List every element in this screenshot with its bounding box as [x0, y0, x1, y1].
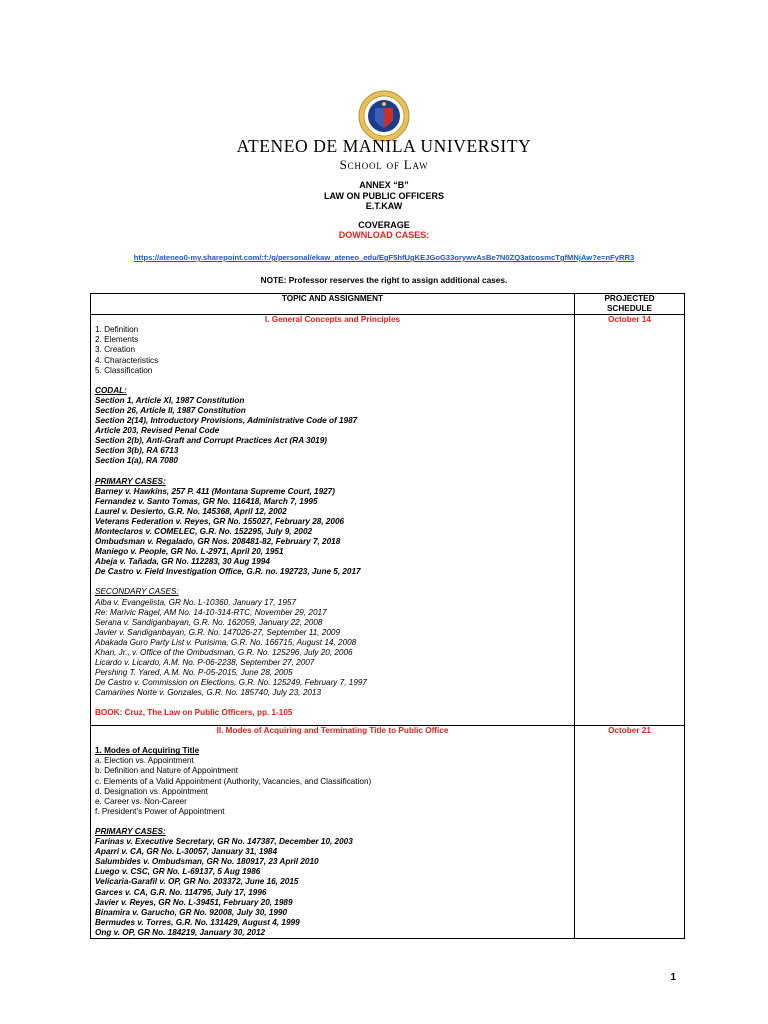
case-item: Ong v. OP, GR No. 184219, January 30, 2012	[95, 927, 266, 937]
primary-cases-list-2	[95, 837, 570, 938]
primary-cases-label: PRIMARY CASES:	[95, 476, 166, 486]
case-item: Abeja v. Tañada, GR No. 112283, 30 Aug 1994	[95, 557, 270, 567]
list-item: 3. Creation	[95, 345, 136, 355]
case-item: Khan, Jr., v. Office of the Ombudsman, G.R. No. 125296, July 20, 2006	[95, 648, 353, 657]
case-item: Licardo v. Licardo, A.M. No. P-06-2238, September 27, 2007	[95, 658, 315, 668]
case-item: Re: Marivic Ragel, AM No. 14-10-314-RTC, November 29, 2017	[95, 607, 327, 617]
case-item: Binamira v. Garucho, GR No. 92008, July 30, 1990	[95, 907, 288, 917]
case-item: Farinas v. Executive Secretary, GR No. 147387, December 10, 2003	[95, 837, 353, 847]
case-item: Pershing T. Yared, A.M. No. P-05-2015, June 28, 2005	[95, 668, 293, 678]
school-name: School of Law	[339, 157, 429, 172]
section-1-content	[91, 315, 575, 726]
list-item: c. Elements of a Valid Appointment (Authority, Vacancies, and Classification)	[95, 776, 372, 786]
section-2-schedule: October 21	[575, 726, 685, 939]
section-1-title: I. General Concepts and Principles	[264, 315, 401, 325]
coverage-table	[90, 293, 685, 939]
table-row	[91, 315, 685, 726]
case-item: Laurel v. Desierto, G.R. No. 145368, April 12, 2002	[95, 506, 287, 516]
list-item: 2. Elements	[95, 335, 139, 345]
secondary-cases-label: SECONDARY CASES:	[95, 587, 179, 597]
secondary-cases-list	[95, 598, 570, 699]
case-item: Javier v. Reyes, GR No. L-39451, February 20, 1989	[95, 897, 293, 907]
university-name: ATENEO DE MANILA UNIVERSITY	[236, 136, 532, 156]
case-item: Maniego v. People, GR No. L-2971, April 20, 1951	[95, 547, 284, 557]
codal-item: Section 2(14), Introductory Provisions, Administrative Code of 1987	[95, 416, 358, 426]
case-item: Fernandez v. Santo Tomas, GR No. 116418, March 7, 1995	[95, 496, 318, 506]
case-item: Veterans Federation v. Reyes, GR No. 155027, February 28, 2006	[95, 516, 345, 526]
list-item: d. Designation vs. Appointment	[95, 786, 208, 796]
section-2-subtitle: 1. Modes of Acquiring Title	[95, 746, 200, 756]
table-header-row	[91, 294, 685, 315]
case-item: Serana v. Sandiganbayan, G.R. No. 162059, January 22, 2008	[95, 617, 323, 627]
case-item: Monteclaros v. COMELEC, G.R. No. 152295, July 9, 2002	[95, 526, 313, 536]
table-row	[91, 726, 685, 939]
list-item: 1. Definition	[95, 325, 139, 335]
case-item: Abakada Guro Party List v. Purisima, G.R. No. 166715, August 14, 2008	[95, 637, 357, 647]
list-item: b. Definition and Nature of Appointment	[95, 766, 238, 776]
codal-item: Section 1(a), RA 7080	[95, 456, 178, 466]
case-item: Barney v. Hawkins, 257 P. 411 (Montana Supreme Court, 1927)	[95, 486, 335, 496]
codal-item: Section 1, Article XI, 1987 Constitution	[95, 395, 245, 405]
case-item: Garces v. CA, G.R. No. 114795, July 17, 1996	[95, 887, 267, 897]
case-item: Alba v. Evangelista, GR No. L-10360, January 17, 1957	[95, 597, 297, 607]
download-link[interactable]: https://ateneo0-my.sharepoint.com/:f:/g/personal/ekaw_ateneo_edu/EgF5hfUgKEJGoG33orywvAsBe7N0ZQ3atcosmcTgfMNjAw?e=nFyRR3	[133, 253, 635, 262]
case-item: Camarines Norte v. Gonzales, G.R. No. 185740, July 23, 2013	[95, 688, 322, 698]
codal-item: Section 26, Article II, 1987 Constitution	[95, 405, 246, 415]
download-label: DOWNLOAD CASES:	[338, 230, 430, 240]
section-2-content	[91, 726, 575, 939]
header-topic: TOPIC AND ASSIGNMENT	[91, 294, 575, 315]
codal-item: Article 203, Revised Penal Code	[95, 426, 220, 436]
list-item: e. Career vs. Non-Career	[95, 796, 187, 806]
list-item: f. President’s Power of Appointment	[95, 806, 225, 816]
professor-name: E.T.KAW	[365, 201, 403, 211]
case-item: De Castro v. Commission on Elections, G.R. No. 125249, February 7, 1997	[95, 678, 367, 688]
codal-label: CODAL:	[95, 385, 127, 395]
annex-label: ANNEX “B”	[359, 180, 409, 190]
case-item: Ombudsman v. Regalado, GR Nos. 208481-82, February 7, 2018	[95, 537, 341, 547]
case-item: Velicaria-Garafil v. OP, GR No. 203372, June 16, 2015	[95, 877, 299, 887]
case-item: Salumbides v. Ombudsman, GR No. 180917, 23 April 2010	[95, 857, 319, 867]
primary-cases-list	[95, 487, 570, 578]
page-number: 1	[670, 972, 676, 983]
section-2-topic-list	[95, 756, 570, 817]
header-schedule: PROJECTED SCHEDULE	[575, 294, 685, 315]
case-item: Bermudes v. Torres, G.R. No. 131429, August 4, 1999	[95, 917, 300, 927]
primary-cases-label-2: PRIMARY CASES:	[95, 826, 166, 836]
course-title: LAW ON PUBLIC OFFICERS	[324, 190, 444, 201]
case-item: Luego v. CSC, GR No. L-69137, 5 Aug 1986	[95, 867, 261, 877]
coverage-block	[0, 220, 768, 240]
book-reference: BOOK: Cruz, The Law on Public Officers, pp. 1-105	[95, 708, 293, 718]
codal-list	[95, 396, 570, 467]
section-1-schedule: October 14	[575, 315, 685, 726]
case-item: Aparri v. CA, GR No. L-30057, January 31, 1984	[95, 847, 278, 857]
codal-item: Section 2(b), Anti-Graft and Corrupt Practices Act (RA 3019)	[95, 436, 328, 446]
case-item: De Castro v. Field Investigation Office, G.R. no. 192723, June 5, 2017	[95, 567, 361, 577]
list-item: 4. Characteristics	[95, 355, 159, 365]
university-seal-icon	[358, 90, 410, 142]
codal-item: Section 3(b), RA 6713	[95, 446, 179, 456]
coverage-label: COVERAGE	[358, 220, 410, 230]
list-item: a. Election vs. Appointment	[95, 756, 194, 766]
section-2-title: II. Modes of Acquiring and Terminating Title to Public Office	[216, 726, 449, 736]
annex-block	[0, 180, 768, 212]
section-1-topic-list	[95, 325, 570, 375]
professor-note: NOTE: Professor reserves the right to assign additional cases.	[260, 275, 508, 285]
list-item: 5. Classification	[95, 365, 153, 375]
case-item: Javier v. Sandiganbayan, G.R. No. 147026-27, September 11, 2009	[95, 627, 341, 637]
